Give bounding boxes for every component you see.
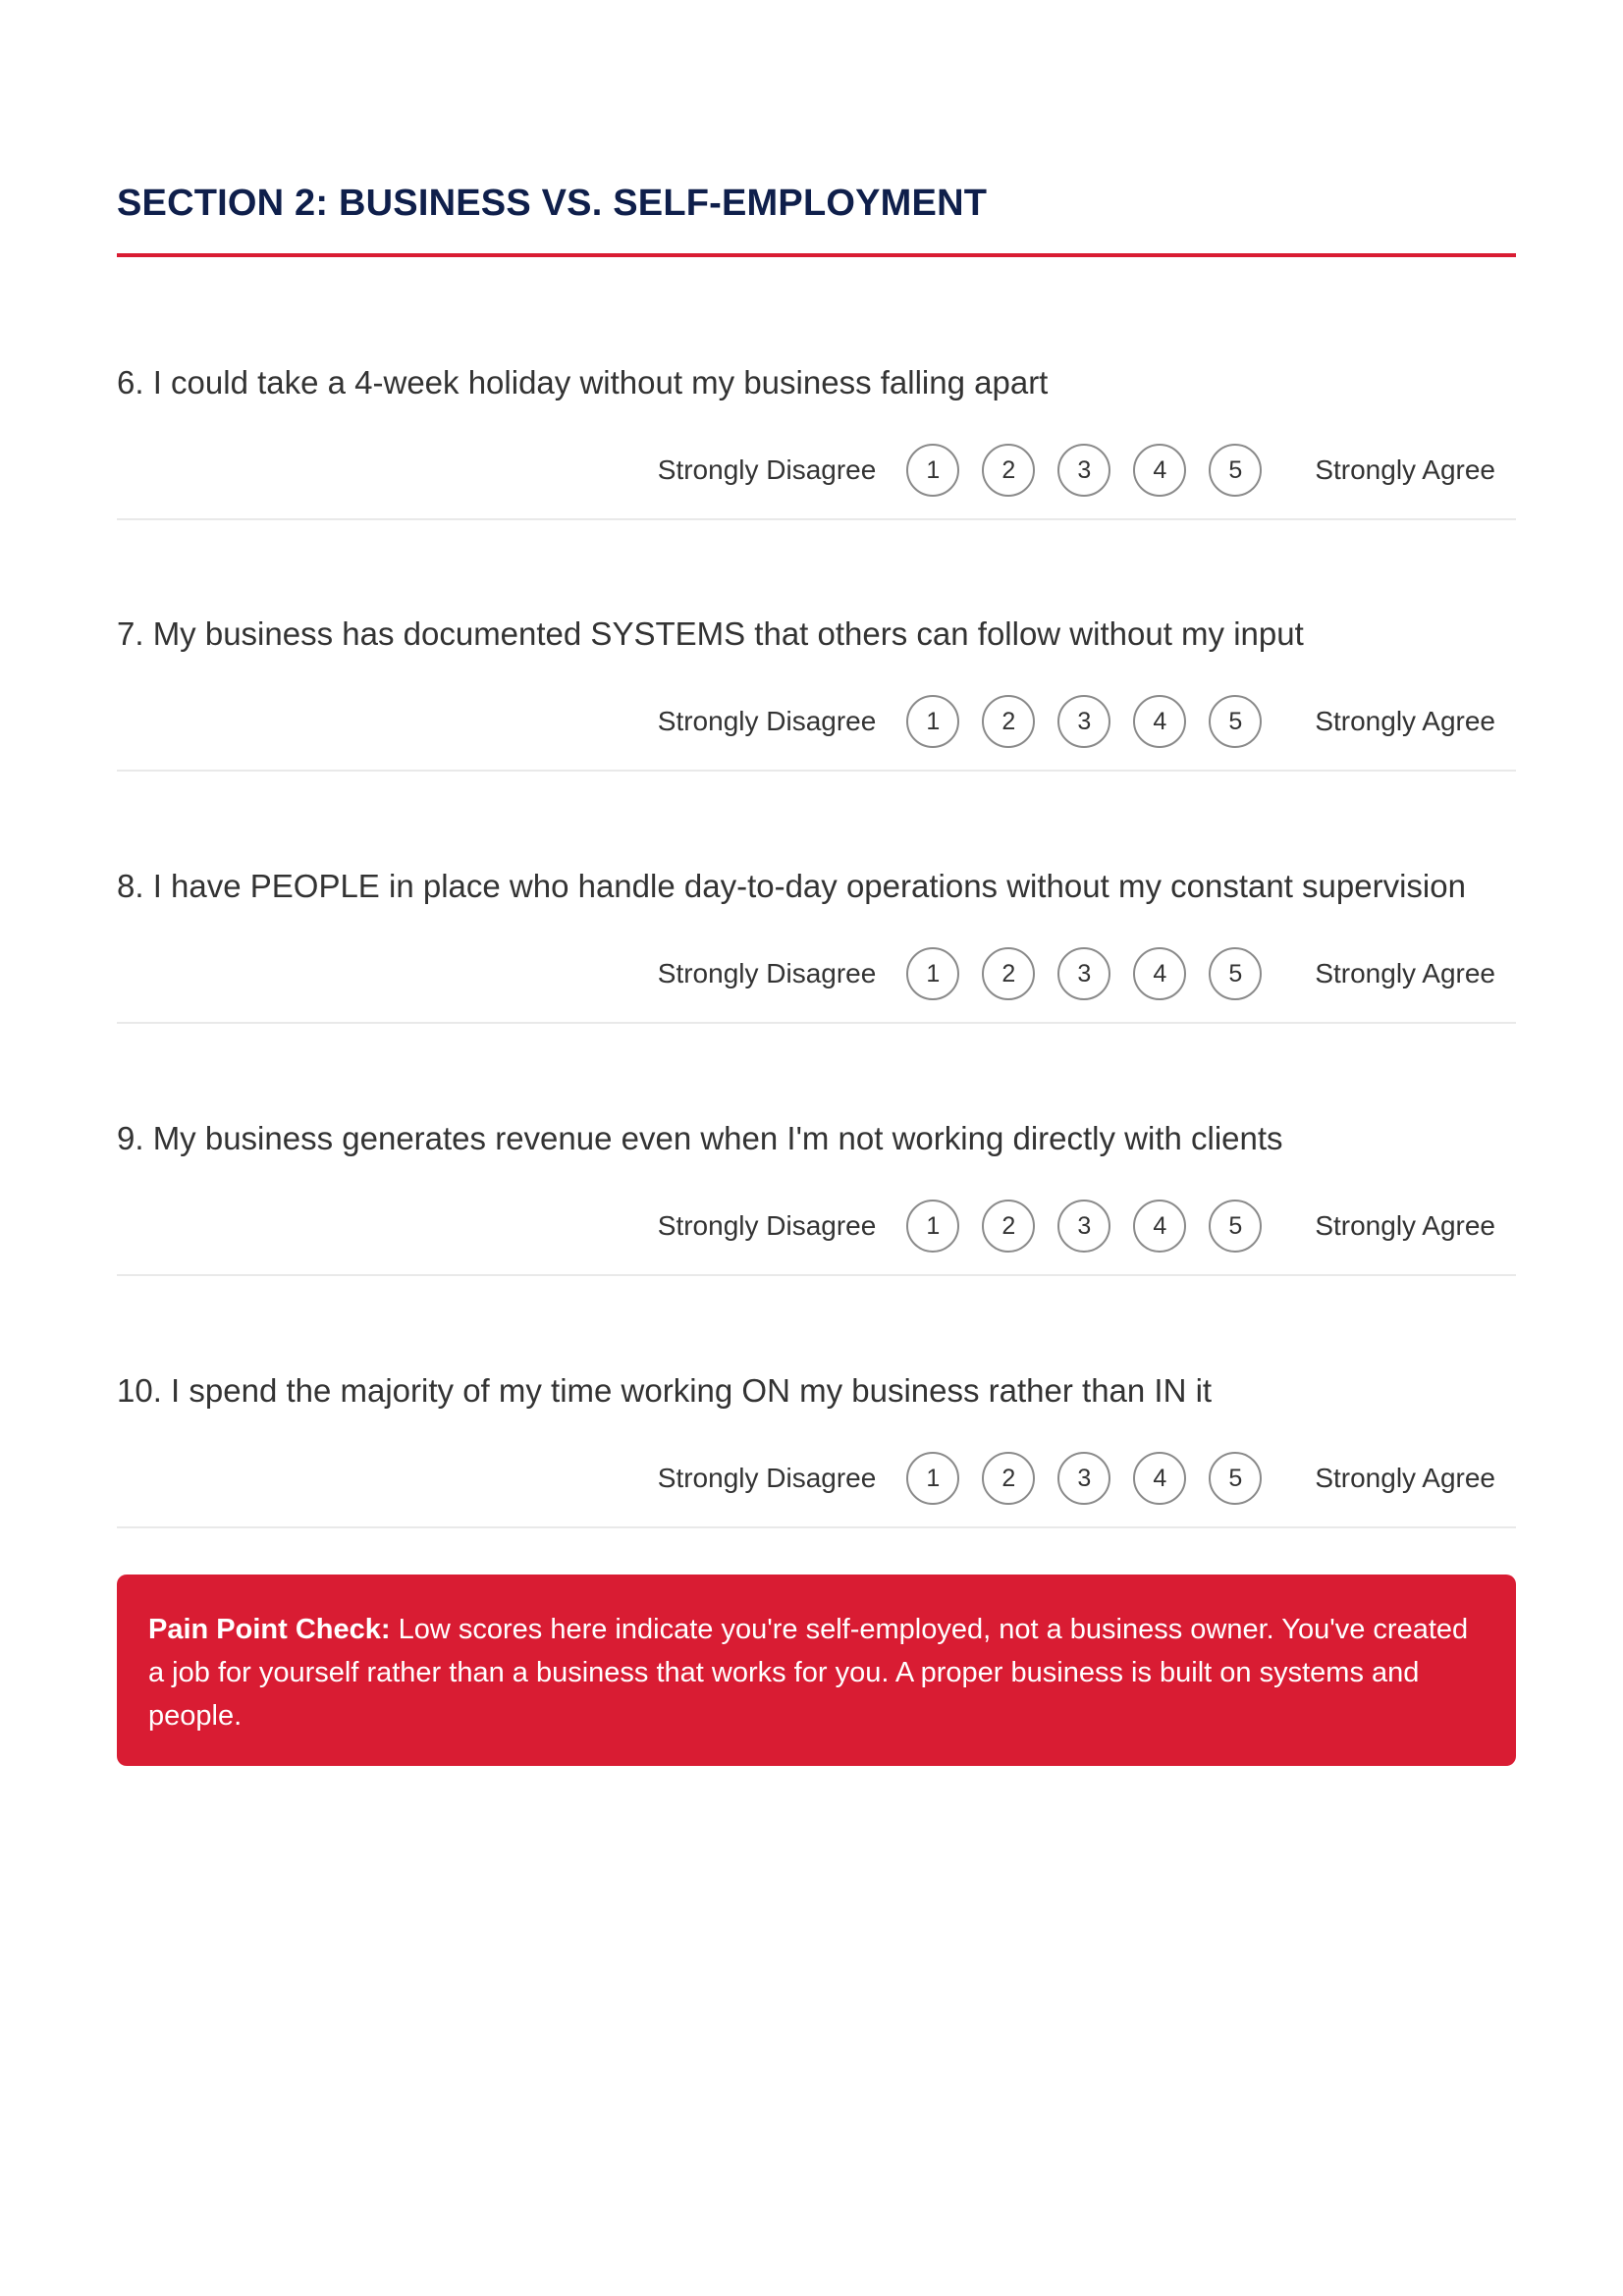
question-divider xyxy=(117,1274,1516,1276)
rating-option-4[interactable]: 4 xyxy=(1133,444,1186,497)
callout-label: Pain Point Check: xyxy=(148,1614,391,1645)
rating-scale xyxy=(658,1449,1516,1508)
scale-low-label: Strongly Disagree xyxy=(657,1210,877,1241)
question-text: 8. I have PEOPLE in place who handle day-to-day operations without my constant supervision xyxy=(117,868,1466,904)
question-text: 10. I spend the majority of my time working ON my business rather than IN it xyxy=(117,1372,1213,1409)
rating-option-2[interactable]: 2 xyxy=(982,444,1035,497)
rating-option-2[interactable]: 2 xyxy=(982,1452,1035,1505)
scale-high-label: Strongly Agree xyxy=(1315,1463,1495,1493)
rating-option-5[interactable]: 5 xyxy=(1209,947,1262,1000)
rating-option-4[interactable]: 4 xyxy=(1133,947,1186,1000)
question-divider xyxy=(117,1022,1516,1024)
rating-scale xyxy=(658,692,1516,751)
rating-scale xyxy=(658,441,1516,500)
rating-option-1[interactable]: 1 xyxy=(906,695,959,748)
rating-option-5[interactable]: 5 xyxy=(1209,1200,1262,1253)
scale-high-label: Strongly Agree xyxy=(1315,706,1495,736)
section-divider xyxy=(117,253,1516,257)
rating-scale xyxy=(658,1197,1516,1255)
rating-option-1[interactable]: 1 xyxy=(906,1200,959,1253)
question-text: 9. My business generates revenue even when I'm not working directly with clients xyxy=(117,1120,1283,1156)
question-text: 6. I could take a 4-week holiday without my business falling apart xyxy=(117,364,1049,400)
rating-option-3[interactable]: 3 xyxy=(1057,695,1110,748)
scale-high-label: Strongly Agree xyxy=(1315,454,1495,485)
rating-option-1[interactable]: 1 xyxy=(906,1452,959,1505)
rating-option-3[interactable]: 3 xyxy=(1057,1452,1110,1505)
question-6 xyxy=(117,363,1516,614)
scale-low-label: Strongly Disagree xyxy=(657,454,877,485)
question-divider xyxy=(117,518,1516,520)
rating-option-4[interactable]: 4 xyxy=(1133,695,1186,748)
rating-option-4[interactable]: 4 xyxy=(1133,1200,1186,1253)
rating-option-2[interactable]: 2 xyxy=(982,695,1035,748)
question-8 xyxy=(117,867,1516,1118)
section-title: SECTION 2: BUSINESS VS. SELF-EMPLOYMENT xyxy=(117,183,988,224)
rating-option-4[interactable]: 4 xyxy=(1133,1452,1186,1505)
scale-low-label: Strongly Disagree xyxy=(657,1463,877,1493)
question-text: 7. My business has documented SYSTEMS that others can follow without my input xyxy=(117,615,1304,652)
callout-text: Low scores here indicate you're self-employed, not a business owner. You've created a job for yourself rather than a business that works for you. A proper business is built on systems and people. xyxy=(148,1614,1469,1732)
scale-high-label: Strongly Agree xyxy=(1315,958,1495,988)
scale-high-label: Strongly Agree xyxy=(1315,1210,1495,1241)
rating-option-5[interactable]: 5 xyxy=(1209,695,1262,748)
rating-option-3[interactable]: 3 xyxy=(1057,444,1110,497)
rating-option-2[interactable]: 2 xyxy=(982,1200,1035,1253)
scale-low-label: Strongly Disagree xyxy=(657,958,877,988)
question-9 xyxy=(117,1119,1516,1370)
rating-option-1[interactable]: 1 xyxy=(906,947,959,1000)
rating-option-3[interactable]: 3 xyxy=(1057,1200,1110,1253)
question-7 xyxy=(117,614,1516,866)
rating-scale xyxy=(658,944,1516,1003)
scale-low-label: Strongly Disagree xyxy=(657,706,877,736)
rating-option-5[interactable]: 5 xyxy=(1209,1452,1262,1505)
rating-option-1[interactable]: 1 xyxy=(906,444,959,497)
question-divider xyxy=(117,770,1516,772)
rating-option-5[interactable]: 5 xyxy=(1209,444,1262,497)
pain-point-callout xyxy=(117,1575,1516,1766)
rating-option-3[interactable]: 3 xyxy=(1057,947,1110,1000)
question-divider xyxy=(117,1526,1516,1528)
rating-option-2[interactable]: 2 xyxy=(982,947,1035,1000)
